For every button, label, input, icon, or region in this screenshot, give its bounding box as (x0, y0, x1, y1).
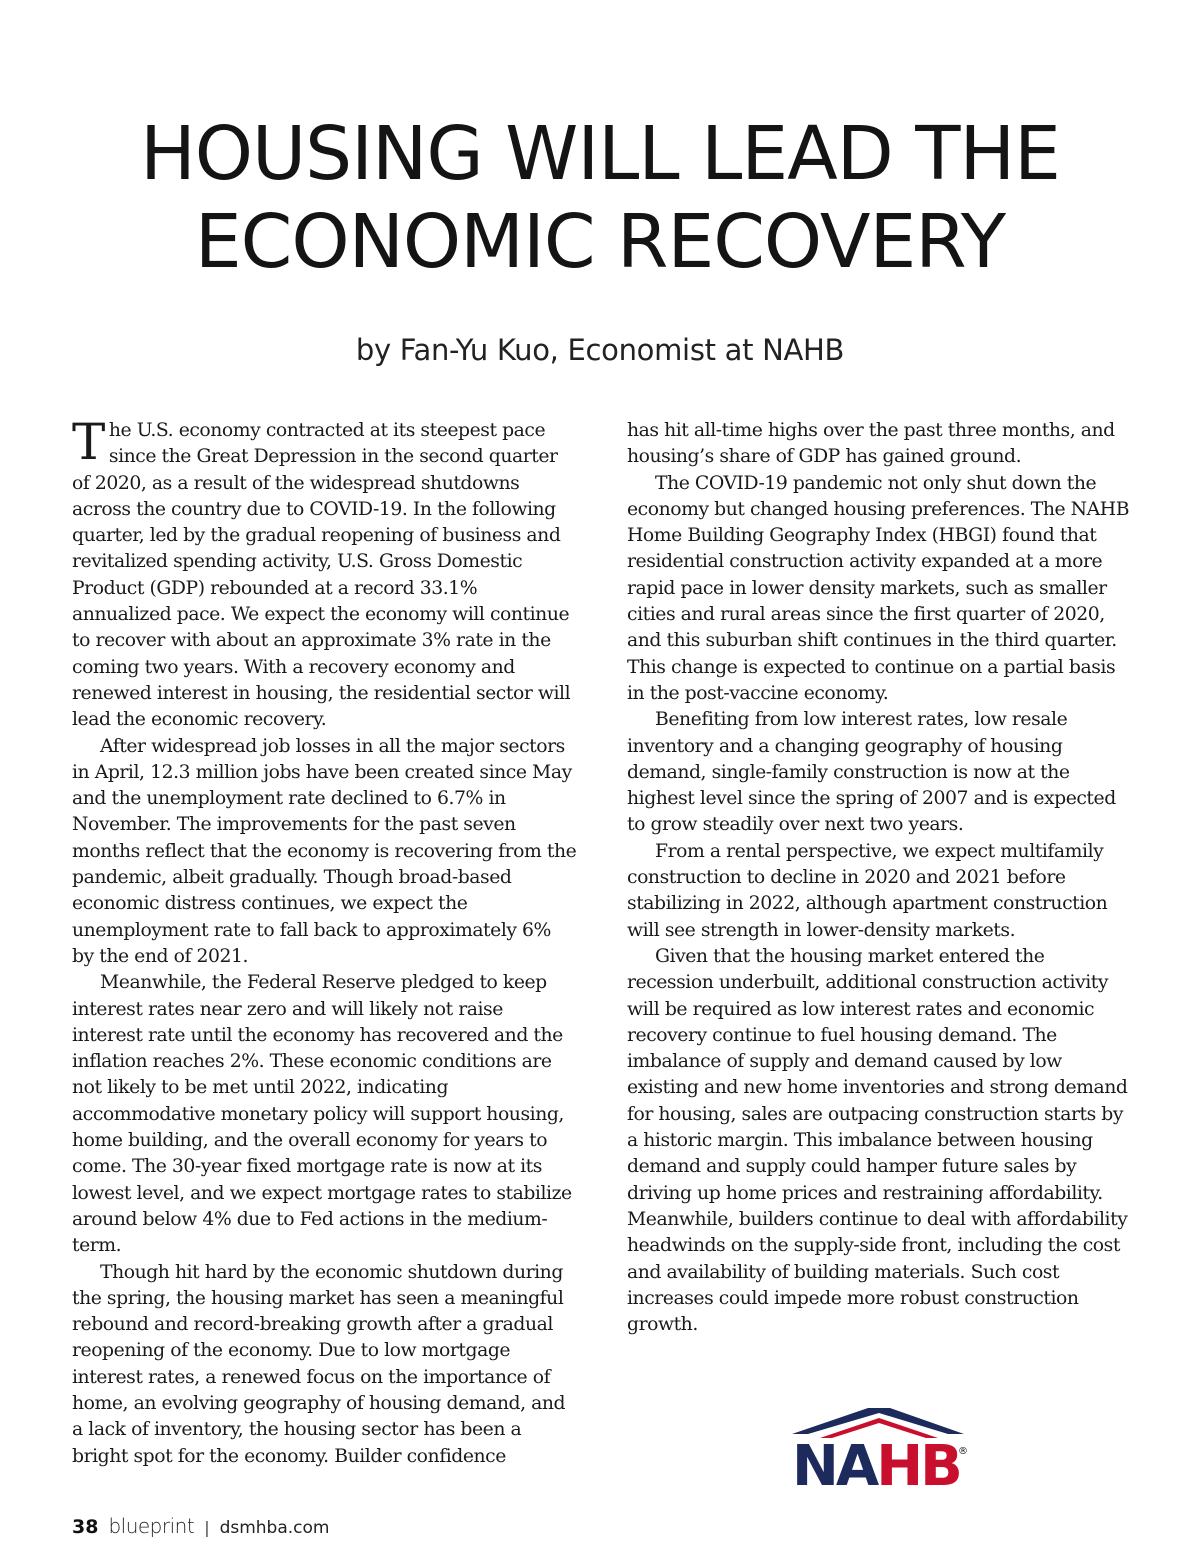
paragraph-2: After widespread job losses in all the major sectors in April, 12.3 million jobs have been created since May and the unemployment rate declined to 6.7% in November. The improvements for the past seven months reflect that the economy is recovering from the pandemic, albeit gradually. Though broad-based economic distress continues, we expect the unemployment rate to fall back to approximately 6% by the end of 2021. (72, 735, 577, 967)
registered-mark: ® (958, 1446, 968, 1457)
column-right (627, 418, 1133, 1338)
byline: by Fan-Yu Kuo, Economist at NAHB (355, 333, 845, 367)
nahb-logo (790, 1404, 966, 1499)
paragraph-1-text: he U.S. economy contracted at its steepest pace since the Great Depression in the second quarter of 2020, as a result of the widespread shutdowns across the country due to COVID-19. In the following quarter, led by the gradual reopening of business and revitalized spending activity, U.S. Gross Domestic Product (GDP) rebounded at a record 33.1% annualized pace. We expect the economy will continue to recover with about an approximate 3% rate in the coming two years. With a recovery economy and renewed interest in housing, the residential sector will lead the economic recovery. (72, 420, 571, 731)
paragraph-6: Benefiting from low interest rates, low resale inventory and a changing geography of housing demand, single-family construction is now at the highest level since the spring of 2007 and is expected to grow steadily over next two years. (627, 709, 1116, 836)
page-number: 38 (72, 1516, 99, 1538)
column-left (72, 413, 578, 1470)
paragraph-3: Meanwhile, the Federal Reserve pledged to keep interest rates near zero and will likely not raise interest rate until the economy has recovered and the inflation reaches 2%. These economic conditions are not likely to be met until 2022, indicating accommodative monetary policy will support housing, home building, and the overall economy for years to come. The 30-year fixed mortgage rate is now at its lowest level, and we expect mortgage rates to stabilize around below 4% due to Fed actions in the medium-term. (72, 972, 572, 1257)
website-url: dsmhba.com (219, 1518, 330, 1538)
title-line-2: ECONOMIC RECOVERY (194, 199, 1006, 285)
drop-cap: T (72, 413, 105, 471)
page-footer (72, 1514, 329, 1540)
paragraph-5: The COVID-19 pandemic not only shut down the economy but changed housing preferences. The NAHB Home Building Geography Index (HBGI) found that residential construction activity expanded at a more rapid pace in lower density markets, such as smaller cities and rural areas since the first quarter of 2020, and this suburban shift continues in the third quarter. This change is expected to continue on a partial basis in the post-vaccine economy. (627, 472, 1130, 704)
paragraph-1 (72, 413, 578, 734)
footer-separator: | (204, 1518, 210, 1537)
paragraph-7: From a rental perspective, we expect multifamily construction to decline in 2020 and 2021 before stabilizing in 2022, although apartment construction will see strength in lower-density markets. (627, 840, 1108, 941)
paragraph-4: Though hit hard by the economic shutdown during the spring, the housing market has seen a meaningful rebound and record-breaking growth after a gradual reopening of the economy. Due to low mortgage interest rates, a renewed focus on the importance of home, an evolving geography of housing demand, and a lack of inventory, the housing sector has been a bright spot for the economy. Builder confidence (72, 1261, 566, 1467)
publication-brand: blueprint (108, 1514, 195, 1538)
paragraph-4-continued: has hit all-time highs over the past three months, and housing’s share of GDP has gained ground. (627, 420, 1115, 468)
paragraph-8: Given that the housing market entered the recession underbuilt, additional construction activity will be required as low interest rates and economic recovery continue to fuel housing demand. The imbalance of supply and demand caused by low existing and new home inventories and strong demand for housing, sales are outpacing construction starts by a historic margin. This imbalance between housing demand and supply could hamper future sales by driving up home prices and restraining affordability. Meanwhile, builders continue to deal with affordability headwinds on the supply-side front, including the cost and availability of building materials. Such cost increases could impede more robust construction growth. (627, 945, 1128, 1336)
title-line-1: HOUSING WILL LEAD THE (140, 111, 1060, 197)
logo-wordmark: NAHB (792, 1434, 960, 1499)
article-title (0, 110, 1200, 286)
